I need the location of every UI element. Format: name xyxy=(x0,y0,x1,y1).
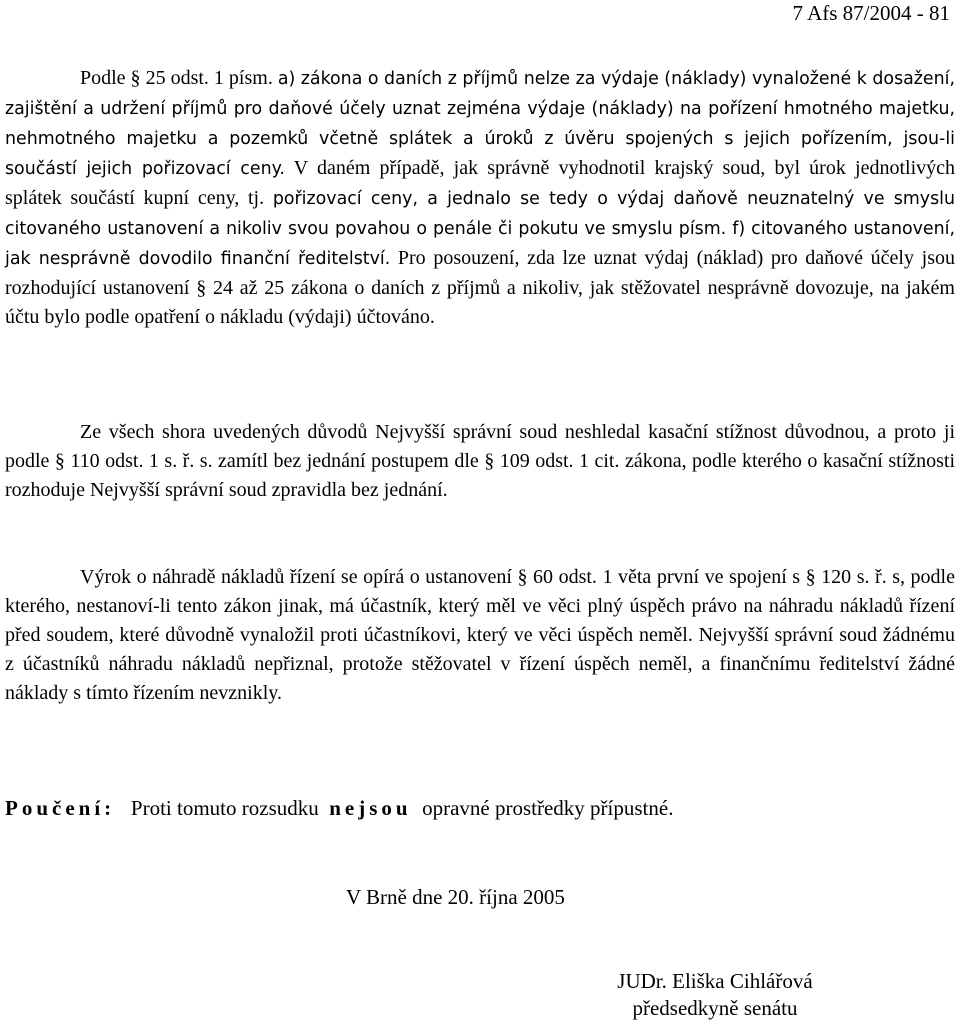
instruction-emphasis: nejsou xyxy=(329,796,412,820)
case-number: 7 Afs 87/2004 - 81 xyxy=(792,1,950,25)
paragraph-1-intro: Podle § 25 odst. 1 písm. xyxy=(80,67,278,89)
signatory-title: předsedkyně senátu xyxy=(632,996,798,1020)
paragraph-1-conclusion: Pro posouzení, zda lze uznat výdaj (náklad) pro daňové účely jsou rozhodující ustanovení § 24 až 25 zákona o daních z příjmů a nikoliv, jak stěžovatel nesprávně dovozuje, na jakém účtu bylo podle opatření o nákladu (výdaji) účtováno. xyxy=(5,247,955,328)
place-and-date: V Brně dne 20. října 2005 xyxy=(346,885,565,909)
signatory-name: JUDr. Eliška Cihlářová xyxy=(617,969,813,993)
paragraph-tax-expenses xyxy=(5,64,955,332)
paragraph-1-assessment: V daném případě, jak správně vyhodnotil krajský soud, byl úrok jednotlivých splátek součástí kupní ceny, tj. xyxy=(5,157,956,209)
instruction-text-before: Proti tomuto rozsudku xyxy=(130,796,319,820)
paragraph-1-quoted-law: a) zákona o daních z příjmů nelze za výdaje (náklady) vynaložené k dosažení, zajištění a udržení příjmů pro daňové účely uznat zejména výdaje (náklady) na pořízení hmotného majetku, nehmotného majetku a pozemků včetně splátek a úroků z úvěru spojených s jejich pořízením, jsou-li součástí jejich pořizovací ceny. xyxy=(5,69,956,179)
instruction-text-after: opravné prostředky přípustné. xyxy=(422,796,674,820)
paragraph-1-quoted-law-2: pořizovací ceny, a jednalo se tedy o výdaj daňově neuznatelný ve smyslu citovaného ustanovení a nikoliv svou povahou o penále či pokutu ve smyslu písm. f) citovaného ustanovení, jak nesprávně dovodilo finanční ředitelství. xyxy=(5,189,955,269)
paragraph-dismissal: Ze všech shora uvedených důvodů Nejvyšší správní soud neshledal kasační stížnost důvodnou, a proto ji podle § 110 odst. 1 s. ř. s. zamítl bez jednání postupem dle § 109 odst. 1 cit. zákona, podle kterého o kasační stížnosti rozhoduje Nejvyšší správní soud zpravidla bez jednání. xyxy=(5,421,955,501)
signature-block xyxy=(580,968,850,1022)
paragraph-costs: Výrok o náhradě nákladů řízení se opírá o ustanovení § 60 odst. 1 věta první ve spojení s § 120 s. ř. s, podle kterého, nestanoví-li tento zákon jinak, má účastník, který měl ve věci plný úspěch právo na náhradu nákladů řízení před soudem, které důvodně vynaložil proti účastníkovi, který ve věci úspěch neměl. Nejvyšší správní soud žádnému z účastníků náhradu nákladů nepřiznal, protože stěžovatel v řízení úspěch neměl, a finančnímu ředitelství žádné náklady s tímto řízením nevznikly. xyxy=(5,566,955,704)
instruction-label: Poučení: xyxy=(5,796,116,820)
legal-instruction xyxy=(5,794,673,822)
